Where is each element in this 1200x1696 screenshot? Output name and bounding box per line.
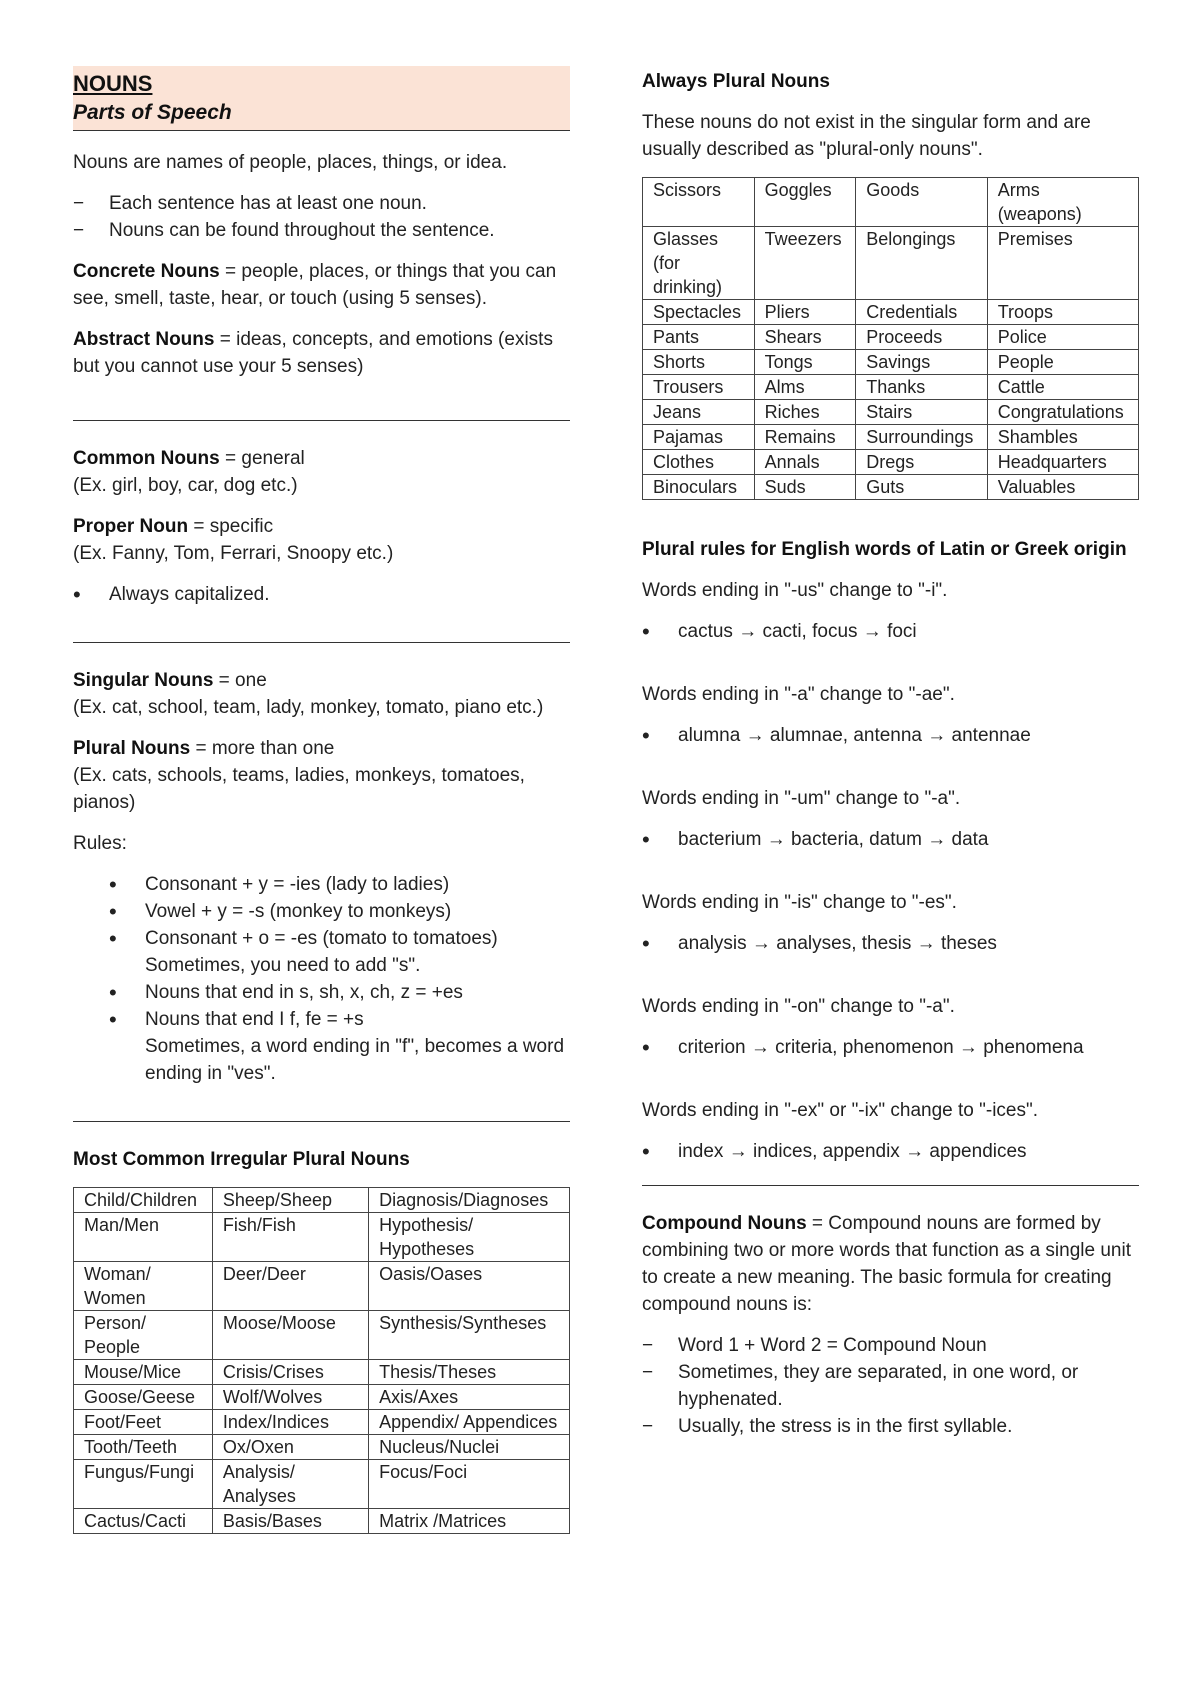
concrete-nouns-paragraph [73, 258, 570, 312]
concrete-term: Concrete Nouns [73, 261, 220, 282]
table-cell: Shambles [987, 425, 1138, 450]
list-item: − Word 1 + Word 2 = Compound Noun [642, 1332, 1139, 1359]
table-row [74, 1509, 570, 1534]
table-row [643, 350, 1139, 375]
table-cell: Mouse/Mice [74, 1360, 213, 1385]
table-row [74, 1311, 570, 1360]
latin-rule-text: Words ending in "-is" change to "-es". [642, 892, 957, 913]
divider [642, 1185, 1139, 1186]
table-cell: Trousers [643, 375, 755, 400]
table-cell: Ox/Oxen [212, 1435, 368, 1460]
proper-notes [73, 581, 570, 608]
rule-item [109, 898, 570, 925]
irregular-heading: Most Common Irregular Plural Nouns [73, 1149, 410, 1170]
abstract-def: = ideas, concepts, and emotions (exists but you cannot use your 5 senses) [73, 329, 553, 377]
table-cell: Glasses (for drinking) [643, 227, 755, 300]
intro-text: Nouns are names of people, places, things, or idea. [73, 152, 508, 173]
table-cell: Matrix /Matrices [369, 1509, 570, 1534]
compound-def: = Compound nouns are formed by combining two or more words that function as a single unit to create a new meaning. The basic formula for creating compound nouns is: [642, 1213, 1131, 1315]
rule-item [109, 1006, 570, 1087]
table-cell: Axis/Axes [369, 1385, 570, 1410]
latin-rule-examples [642, 722, 1139, 749]
spacer [642, 659, 1139, 681]
latin-rule-text: Words ending in "-ex" or "-ix" change to "-ices". [642, 1100, 1039, 1121]
table-row [74, 1360, 570, 1385]
table-cell: Woman/ Women [74, 1262, 213, 1311]
plural-nouns-paragraph [73, 735, 570, 816]
latin-rule-text: Words ending in "-um" change to "-a". [642, 788, 961, 809]
table-row [74, 1213, 570, 1262]
singular-def: = one [213, 670, 267, 691]
title-block [73, 66, 570, 131]
rule-extra: Sometimes, a word ending in "f", becomes a word ending in "ves". [145, 1036, 565, 1084]
irregular-plural-table [73, 1187, 570, 1534]
proper-example: (Ex. Fanny, Tom, Ferrari, Snoopy etc.) [73, 543, 394, 564]
rule-item [109, 871, 570, 898]
plural-def: = more than one [190, 738, 335, 759]
spacer [642, 1075, 1139, 1097]
table-cell: Deer/Deer [212, 1262, 368, 1311]
table-cell: Index/Indices [212, 1410, 368, 1435]
rule-text: Consonant + o = -es (tomato to tomatoes) [145, 928, 498, 949]
table-cell: Dregs [856, 450, 987, 475]
list-item: • criterion → criteria, phenomenon → phenomena [642, 1034, 1139, 1061]
table-cell: Cactus/Cacti [74, 1509, 213, 1534]
latin-rule-text: Words ending in "-us" change to "-i". [642, 580, 948, 601]
rule-text: Nouns that end I f, fe = +s [145, 1009, 364, 1030]
rule-text: Consonant + y = -ies (lady to ladies) [145, 874, 450, 895]
proper-term: Proper Noun [73, 516, 189, 537]
always-plural-table [642, 177, 1139, 500]
latin-rule-examples [642, 826, 1139, 853]
rule-extra: Sometimes, you need to add "s". [145, 955, 421, 976]
table-cell: Pliers [754, 300, 856, 325]
table-cell: Riches [754, 400, 856, 425]
always-plural-heading: Always Plural Nouns [642, 71, 830, 92]
table-cell: Analysis/ Analyses [212, 1460, 368, 1509]
table-cell: Cattle [987, 375, 1138, 400]
table-cell: Fish/Fish [212, 1213, 368, 1262]
rule-item [109, 979, 570, 1006]
singular-example: (Ex. cat, school, team, lady, monkey, tomato, piano etc.) [73, 697, 544, 718]
latin-rule-text: Words ending in "-a" change to "-ae". [642, 684, 955, 705]
list-item: • alumna → alumnae, antenna → antennae [642, 722, 1139, 749]
table-cell: Shears [754, 325, 856, 350]
table-cell: Headquarters [987, 450, 1138, 475]
table-cell: Surroundings [856, 425, 987, 450]
table-cell: Goods [856, 178, 987, 227]
table-cell: Police [987, 325, 1138, 350]
right-column [642, 66, 1139, 1454]
table-cell: Goggles [754, 178, 856, 227]
table-cell: People [987, 350, 1138, 375]
latin-rule-examples [642, 618, 1139, 645]
table-cell: Oasis/Oases [369, 1262, 570, 1311]
rule-text: Vowel + y = -s (monkey to monkeys) [145, 901, 452, 922]
table-row [74, 1435, 570, 1460]
table-cell: Diagnosis/Diagnoses [369, 1188, 570, 1213]
table-row [74, 1410, 570, 1435]
table-cell: Child/Children [74, 1188, 213, 1213]
table-cell: Goose/Geese [74, 1385, 213, 1410]
rules-label: Rules: [73, 833, 127, 854]
latin-greek-heading: Plural rules for English words of Latin or Greek origin [642, 539, 1127, 560]
list-item: − Each sentence has at least one noun. [73, 190, 570, 217]
table-cell: Tooth/Teeth [74, 1435, 213, 1460]
rule-item [109, 925, 570, 979]
intro-points [73, 190, 570, 244]
table-cell: Appendix/ Appendices [369, 1410, 570, 1435]
list-item: • index → indices, appendix → appendices [642, 1138, 1139, 1165]
table-row [643, 375, 1139, 400]
common-def: = general [219, 448, 305, 469]
table-cell: Synthesis/Syntheses [369, 1311, 570, 1360]
table-cell: Spectacles [643, 300, 755, 325]
divider [73, 1121, 570, 1122]
table-cell: Troops [987, 300, 1138, 325]
list-item: − Sometimes, they are separated, in one word, or hyphenated. [642, 1359, 1139, 1413]
list-item: • Always capitalized. [73, 581, 570, 608]
latin-rule-text: Words ending in "-on" change to "-a". [642, 996, 955, 1017]
table-cell: Sheep/Sheep [212, 1188, 368, 1213]
table-cell: Alms [754, 375, 856, 400]
table-cell: Man/Men [74, 1213, 213, 1262]
table-cell: Remains [754, 425, 856, 450]
table-cell: Basis/Bases [212, 1509, 368, 1534]
common-nouns-paragraph [73, 445, 570, 499]
table-cell: Tongs [754, 350, 856, 375]
table-row [643, 227, 1139, 300]
spacer [642, 763, 1139, 785]
table-cell: Belongings [856, 227, 987, 300]
table-cell: Stairs [856, 400, 987, 425]
table-cell: Thanks [856, 375, 987, 400]
table-row [74, 1262, 570, 1311]
table-cell: Tweezers [754, 227, 856, 300]
table-cell: Person/ People [74, 1311, 213, 1360]
rule-text: Nouns that end in s, sh, x, ch, z = +es [145, 982, 463, 1003]
table-cell: Annals [754, 450, 856, 475]
abstract-term: Abstract Nouns [73, 329, 215, 350]
plural-example: (Ex. cats, schools, teams, ladies, monkeys, tomatoes, pianos) [73, 765, 525, 813]
proper-nouns-paragraph [73, 513, 570, 567]
table-cell: Arms (weapons) [987, 178, 1138, 227]
plural-term: Plural Nouns [73, 738, 191, 759]
rules-list [109, 871, 570, 1087]
table-cell: Clothes [643, 450, 755, 475]
table-cell: Suds [754, 475, 856, 500]
left-column [73, 66, 570, 1534]
table-cell: Thesis/Theses [369, 1360, 570, 1385]
latin-rule-examples [642, 930, 1139, 957]
table-cell: Binoculars [643, 475, 755, 500]
common-term: Common Nouns [73, 448, 220, 469]
latin-rule-examples [642, 1138, 1139, 1165]
singular-nouns-paragraph [73, 667, 570, 721]
table-row [74, 1188, 570, 1213]
latin-greek-rules [642, 577, 1139, 1165]
table-cell: Credentials [856, 300, 987, 325]
table-cell: Guts [856, 475, 987, 500]
list-item: − Nouns can be found throughout the sentence. [73, 217, 570, 244]
table-cell: Valuables [987, 475, 1138, 500]
table-row [74, 1460, 570, 1509]
table-row [643, 475, 1139, 500]
always-plural-intro: These nouns do not exist in the singular form and are usually described as "plural-only nouns". [642, 112, 1091, 160]
table-cell: Jeans [643, 400, 755, 425]
table-cell: Pajamas [643, 425, 755, 450]
divider [73, 420, 570, 421]
table-cell: Foot/Feet [74, 1410, 213, 1435]
latin-rule-examples [642, 1034, 1139, 1061]
compound-points [642, 1332, 1139, 1440]
proper-def: = specific [188, 516, 274, 537]
concrete-def: = people, places, or things that you can see, smell, taste, hear, or touch (using 5 senses). [73, 261, 557, 309]
table-row [643, 400, 1139, 425]
table-row [643, 325, 1139, 350]
table-cell: Wolf/Wolves [212, 1385, 368, 1410]
spacer [642, 867, 1139, 889]
table-cell: Proceeds [856, 325, 987, 350]
table-row [643, 300, 1139, 325]
common-example: (Ex. girl, boy, car, dog etc.) [73, 475, 298, 496]
table-cell: Pants [643, 325, 755, 350]
page-subtitle: Parts of Speech [73, 101, 232, 124]
table-cell: Premises [987, 227, 1138, 300]
compound-nouns-paragraph [642, 1210, 1139, 1318]
compound-term: Compound Nouns [642, 1213, 807, 1234]
table-cell: Moose/Moose [212, 1311, 368, 1360]
table-row [643, 425, 1139, 450]
divider [73, 642, 570, 643]
table-cell: Crisis/Crises [212, 1360, 368, 1385]
table-cell: Shorts [643, 350, 755, 375]
table-cell: Focus/Foci [369, 1460, 570, 1509]
table-row [643, 178, 1139, 227]
table-cell: Scissors [643, 178, 755, 227]
list-item: • cactus → cacti, focus → foci [642, 618, 1139, 645]
singular-term: Singular Nouns [73, 670, 214, 691]
table-cell: Fungus/Fungi [74, 1460, 213, 1509]
page-title: NOUNS [73, 71, 153, 96]
table-row [643, 450, 1139, 475]
table-cell: Nucleus/Nuclei [369, 1435, 570, 1460]
list-item: • bacterium → bacteria, datum → data [642, 826, 1139, 853]
table-cell: Savings [856, 350, 987, 375]
table-row [74, 1385, 570, 1410]
list-item: • analysis → analyses, thesis → theses [642, 930, 1139, 957]
spacer [642, 971, 1139, 993]
list-item: − Usually, the stress is in the first syllable. [642, 1413, 1139, 1440]
table-cell: Congratulations [987, 400, 1138, 425]
abstract-nouns-paragraph [73, 326, 570, 380]
table-cell: Hypothesis/ Hypotheses [369, 1213, 570, 1262]
